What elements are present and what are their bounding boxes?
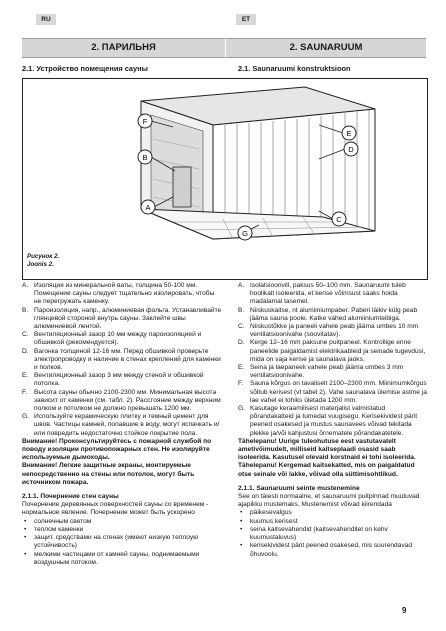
bullet-item: • защит. средствами на стенах (имеют низкую теплоую устойчивость) (24, 534, 199, 550)
list-item: A. Изоляция из минеральной ваты, толщина 50-100 мм. Помещение сауны следует тщательно изолировать, чтобы не перегружать каменку. (22, 282, 215, 306)
lang-badge-ru: RU (36, 14, 56, 25)
bullet-item: • теплом каменки (24, 525, 84, 533)
column-ru (22, 282, 222, 567)
list-item: E. Seina ja laepaneeli vahele peab jääma umbes 3 mm ventilatsioonivahe. (238, 364, 404, 380)
section-header-ru: 2. ПАРИЛЬНЯ (22, 38, 225, 58)
figure-caption (27, 253, 59, 269)
section-text-et: See on täiesti normaalne, et saunaruumi puitpinnad muutuvad ajapikku mustemaks. Mustenemist võivad kiirendada (238, 493, 420, 509)
subtitle-et: 2.1. Saunaruumi konstruktsioon (238, 64, 351, 73)
list-item: E. Вентиляционный зазор 3 мм между стеной и обшивкой потолка. (22, 372, 204, 388)
section-title-et: 2.1.1. Saunaruumi seinte mustenemine (238, 484, 360, 492)
section-header-et: 2. SAUNARUUM (226, 38, 426, 58)
svg-text:A: A (145, 203, 151, 212)
svg-text:F: F (142, 117, 148, 126)
list-item: C. Вентиляционный зазор 10 мм между пароизоляцией и обшивкой (рекомендуется). (22, 331, 202, 347)
list-item: F. Высота сауны обычно 2100-2300 мм. Минимальная высота зависит от каменки (см. табл. 2). Расстояние между верхним полком и потолком не должно превышать 1200 мм. (22, 388, 221, 413)
warning2-et: Tähelepanu! Kergemad kaitsekatted, mis on paigaldatud otse seinale või lakke, võivad olla süttimisohtlikud. (238, 462, 415, 478)
svg-text:G: G (242, 229, 248, 238)
list-item: B. Пароизоляция, напр., алюминиевая фольга. Устанавливайте глянцевой стороной внутрь сауны. Заклейте швы алюминиевой лентой. (22, 306, 222, 331)
svg-text:B: B (142, 153, 148, 162)
warning-et: Tähelepanu! Uurige tuleohutuse eest vastutavatelt ametivõimudelt, milliseid kaitseplaadi osasid saab isoleerida. Kasutusel olevaid korstnaid ei tohi isoleerida. (238, 437, 416, 462)
list-item: F. Sauna kõrgus on tavaliselt 2100–2300 mm. Miinimumkõrgus sõltub kerisest (vt tabel 2). Vahe saunalava ülemise astme ja lae vahel ei tohiks ületada 1200 mm. (238, 380, 427, 404)
list-item: G. Kasutage keraamilisest materjalist valmistatud põrandakatteid ja tumedat vuugisegu. Kerisekividest pärit peened osakesed ja mustus saunavees võivad tekitada plekke ja/või kahjustusi õrnematele põrandakatetele. (238, 405, 418, 437)
bullet-item: • seina kaitsevahendid (kaitsevahenditel on kehv kuumustaluvus) (240, 525, 388, 542)
svg-text:D: D (348, 145, 354, 154)
bullet-item: • päikesevalgus (240, 509, 292, 517)
list-item: A. Isolatsioonvill, paksus 50–100 mm. Saunaruumi tuleb hoolikalt isoleerida, et kerise võimsust saaks hoida madalamal tasemel. (238, 282, 406, 306)
bullet-item: • солнечным светом (24, 517, 92, 525)
column-et (238, 282, 428, 559)
subtitle-ru: 2.1. Устройство помещения сауны (22, 64, 148, 73)
figure-caption-et: Joonis 2. (27, 261, 54, 268)
section-title-ru: 2.1.1. Почернение стен сауны (22, 493, 119, 501)
section-text-ru: Почернение деревянных поверхностей сауны со временем - нормальное явление. Почернение может быть ускорено (22, 501, 209, 517)
lang-badge-et: ET (236, 14, 256, 25)
figure-caption-ru: Рисунок 2. (27, 253, 60, 260)
bullet-item: • мелкими частицами от камней сауны, поднимаемыми воздушным потоком. (24, 550, 200, 566)
sauna-construction-illustration (23, 79, 427, 279)
list-item: C. Niiskustõkke ja paneeli vahele peab jääma umbes 10 mm ventilatsioonivahe (soovitatav). (238, 323, 419, 339)
svg-text:C: C (336, 215, 342, 224)
page-number: 9 (402, 606, 407, 615)
bullet-item: • kerisekividest pärit peened osakesed, mis suurendavad õhuvoolu. (240, 542, 413, 558)
list-item: G. Используйте керамическую плитку и темный цемент для швов. Частицы камней, попавшие в воду, могут испачкать и/или повредить недостаточно стойкое покрытие пола. (22, 413, 220, 437)
list-item: B. Niiskuskaitse, nt alumiiniumpaber. Paberi läikiv külg peab jääma sauna poole. Katke vahed alumiiniumteibiga. (238, 306, 418, 322)
list-item: D. Kerge 12–16 mm paksune puitpaneel. Kontrollige enne paneelide paigaldamist elektrikaableid ja seinade tugevdusi, mida on vaja kerise ja saunalava jaoks. (238, 339, 426, 363)
svg-text:E: E (346, 129, 352, 138)
list-item: D. Вагонка толщиной 12-16 мм. Перед обшивкой проверьте электропроводку и наличие в стенах креплений для каменки и полков. (22, 347, 221, 372)
warning2-ru: Внимание! Легкие защитные экраны, монтируемые непосредственно на стены или потолок, могут быть источником пожара. (22, 462, 195, 486)
warning-ru: Внимание! Проконсультируйтесь с пожарной службой по поводу изоляции противопожарных стен. Не изолируйте используемые дымоходы. (22, 437, 212, 462)
figure-frame (22, 78, 428, 280)
bullet-item: • kuumus kerisest (240, 517, 298, 525)
